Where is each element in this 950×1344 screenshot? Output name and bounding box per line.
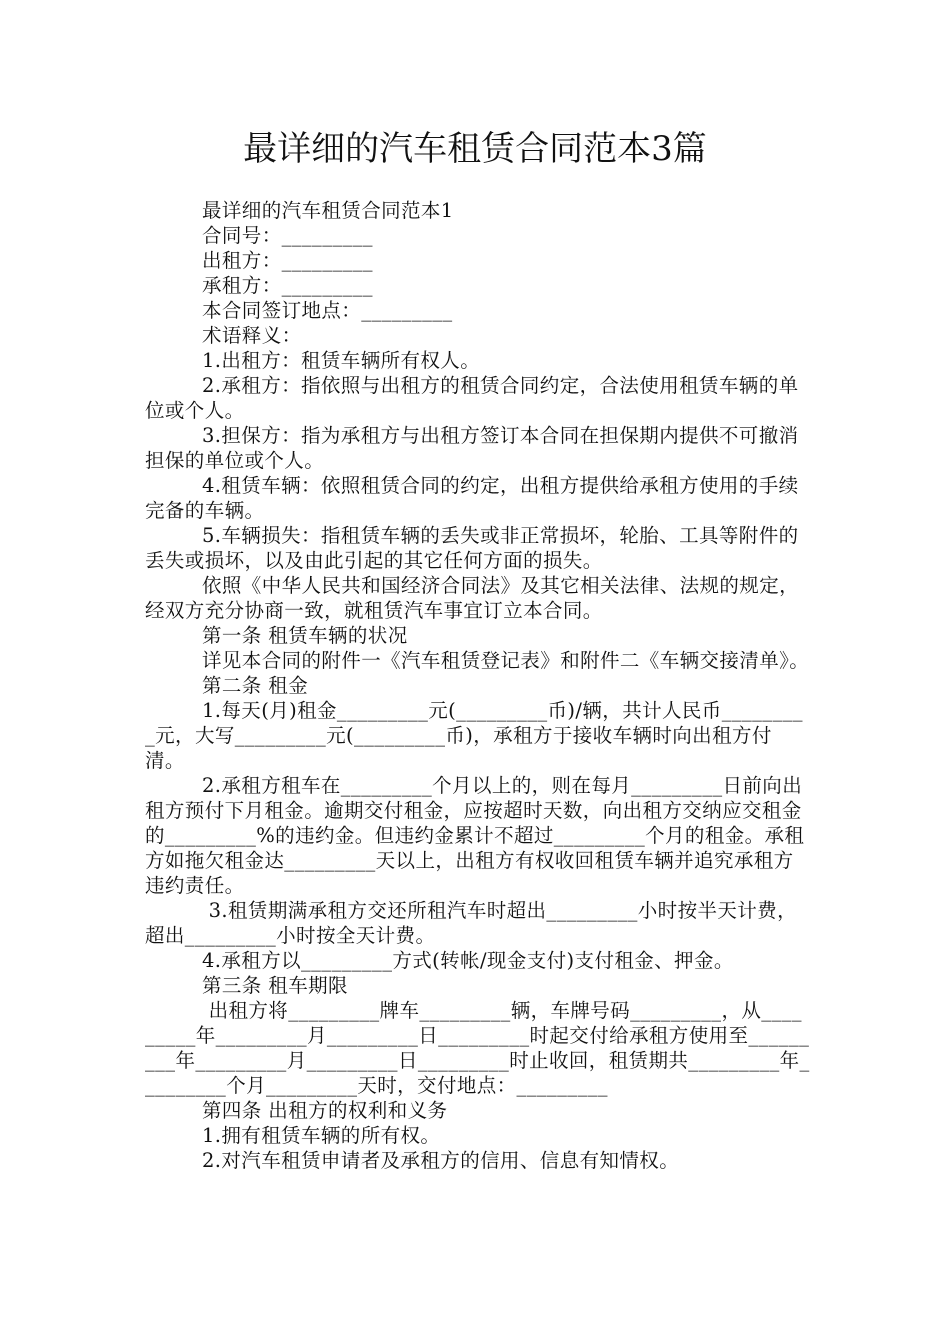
body-paragraph: 3.租赁期满承租方交还所租汽车时超出_________小时按半天计费，超出_________小时按全天计费。 — [145, 899, 797, 947]
preamble-paragraph: 依照《中华人民共和国经济合同法》及其它相关法律、法规的规定，经双方充分协商一致，就租赁汽车事宜订立本合同。 — [145, 574, 800, 622]
body-paragraph: 1.拥有租赁车辆的所有权。 — [202, 1124, 441, 1147]
lessor-line: 出租方：_________ — [202, 249, 373, 272]
term-paragraph: 5.车辆损失：指租赁车辆的丢失或非正常损坏，轮胎、工具等附件的丢失或损坏，以及由此引起的其它任何方面的损失。 — [145, 524, 799, 572]
article-heading: 第三条 租车期限 — [202, 974, 348, 997]
body-paragraph: 详见本合同的附件一《汽车租赁登记表》和附件二《车辆交接清单》。 — [202, 649, 810, 672]
term-paragraph: 3.担保方：指为承租方与出租方签订本合同在担保期内提供不可撤消担保的单位或个人。 — [145, 424, 799, 472]
body-paragraph: 2.承租方租车在_________个月以上的，则在每月_________日前向出租方预付下月租金。逾期交付租金，应按超时天数，向出租方交纳应交租金的_________%的违约金。但违约金累计不超过_________个月的租金。承租方如拖欠租金达_________天以上，出租方有权收回租赁车辆并追究承租方违约责任。 — [145, 774, 805, 897]
body-paragraph: 2.对汽车租赁申请者及承租方的信用、信息有知情权。 — [202, 1149, 680, 1172]
body-paragraph: 4.承租方以_________方式(转帐/现金支付)支付租金、押金。 — [202, 949, 734, 972]
term-paragraph: 4.租赁车辆：依照租赁合同的约定，出租方提供给承租方使用的手续完备的车辆。 — [145, 474, 799, 522]
contract-number-line: 合同号：_________ — [202, 224, 373, 247]
body-paragraph: 1.每天(月)租金_________元(_________币)/辆，共计人民币_________元，大写_________元(_________币)，承租方于接收车辆时向出租方付清。 — [145, 699, 803, 772]
article-heading: 第一条 租赁车辆的状况 — [202, 624, 408, 647]
lessee-line: 承租方：_________ — [202, 274, 373, 297]
term-paragraph: 2.承租方：指依照与出租方的租赁合同约定，合法使用租赁车辆的单位或个人。 — [145, 374, 799, 422]
body-paragraph: 出租方将_________牌车_________辆，车牌号码_________，从_________年_________月_________日_________时起交付给承租方使用至_________年_________月_________日_________时止收回，租赁期共_________年_________个月_________天时，交付地点：_________ — [145, 999, 810, 1097]
document-title: 最详细的汽车租赁合同范本3篇 — [243, 129, 707, 169]
signing-place-line: 本合同签订地点：_________ — [202, 299, 453, 322]
section-heading: 最详细的汽车租赁合同范本1 — [202, 199, 454, 222]
article-heading: 第四条 出租方的权利和义务 — [202, 1099, 448, 1122]
document-body — [145, 198, 810, 1173]
article-heading: 第二条 租金 — [202, 674, 309, 697]
term-paragraph: 1.出租方：租赁车辆所有权人。 — [202, 349, 481, 372]
terms-heading: 术语释义： — [202, 324, 302, 347]
